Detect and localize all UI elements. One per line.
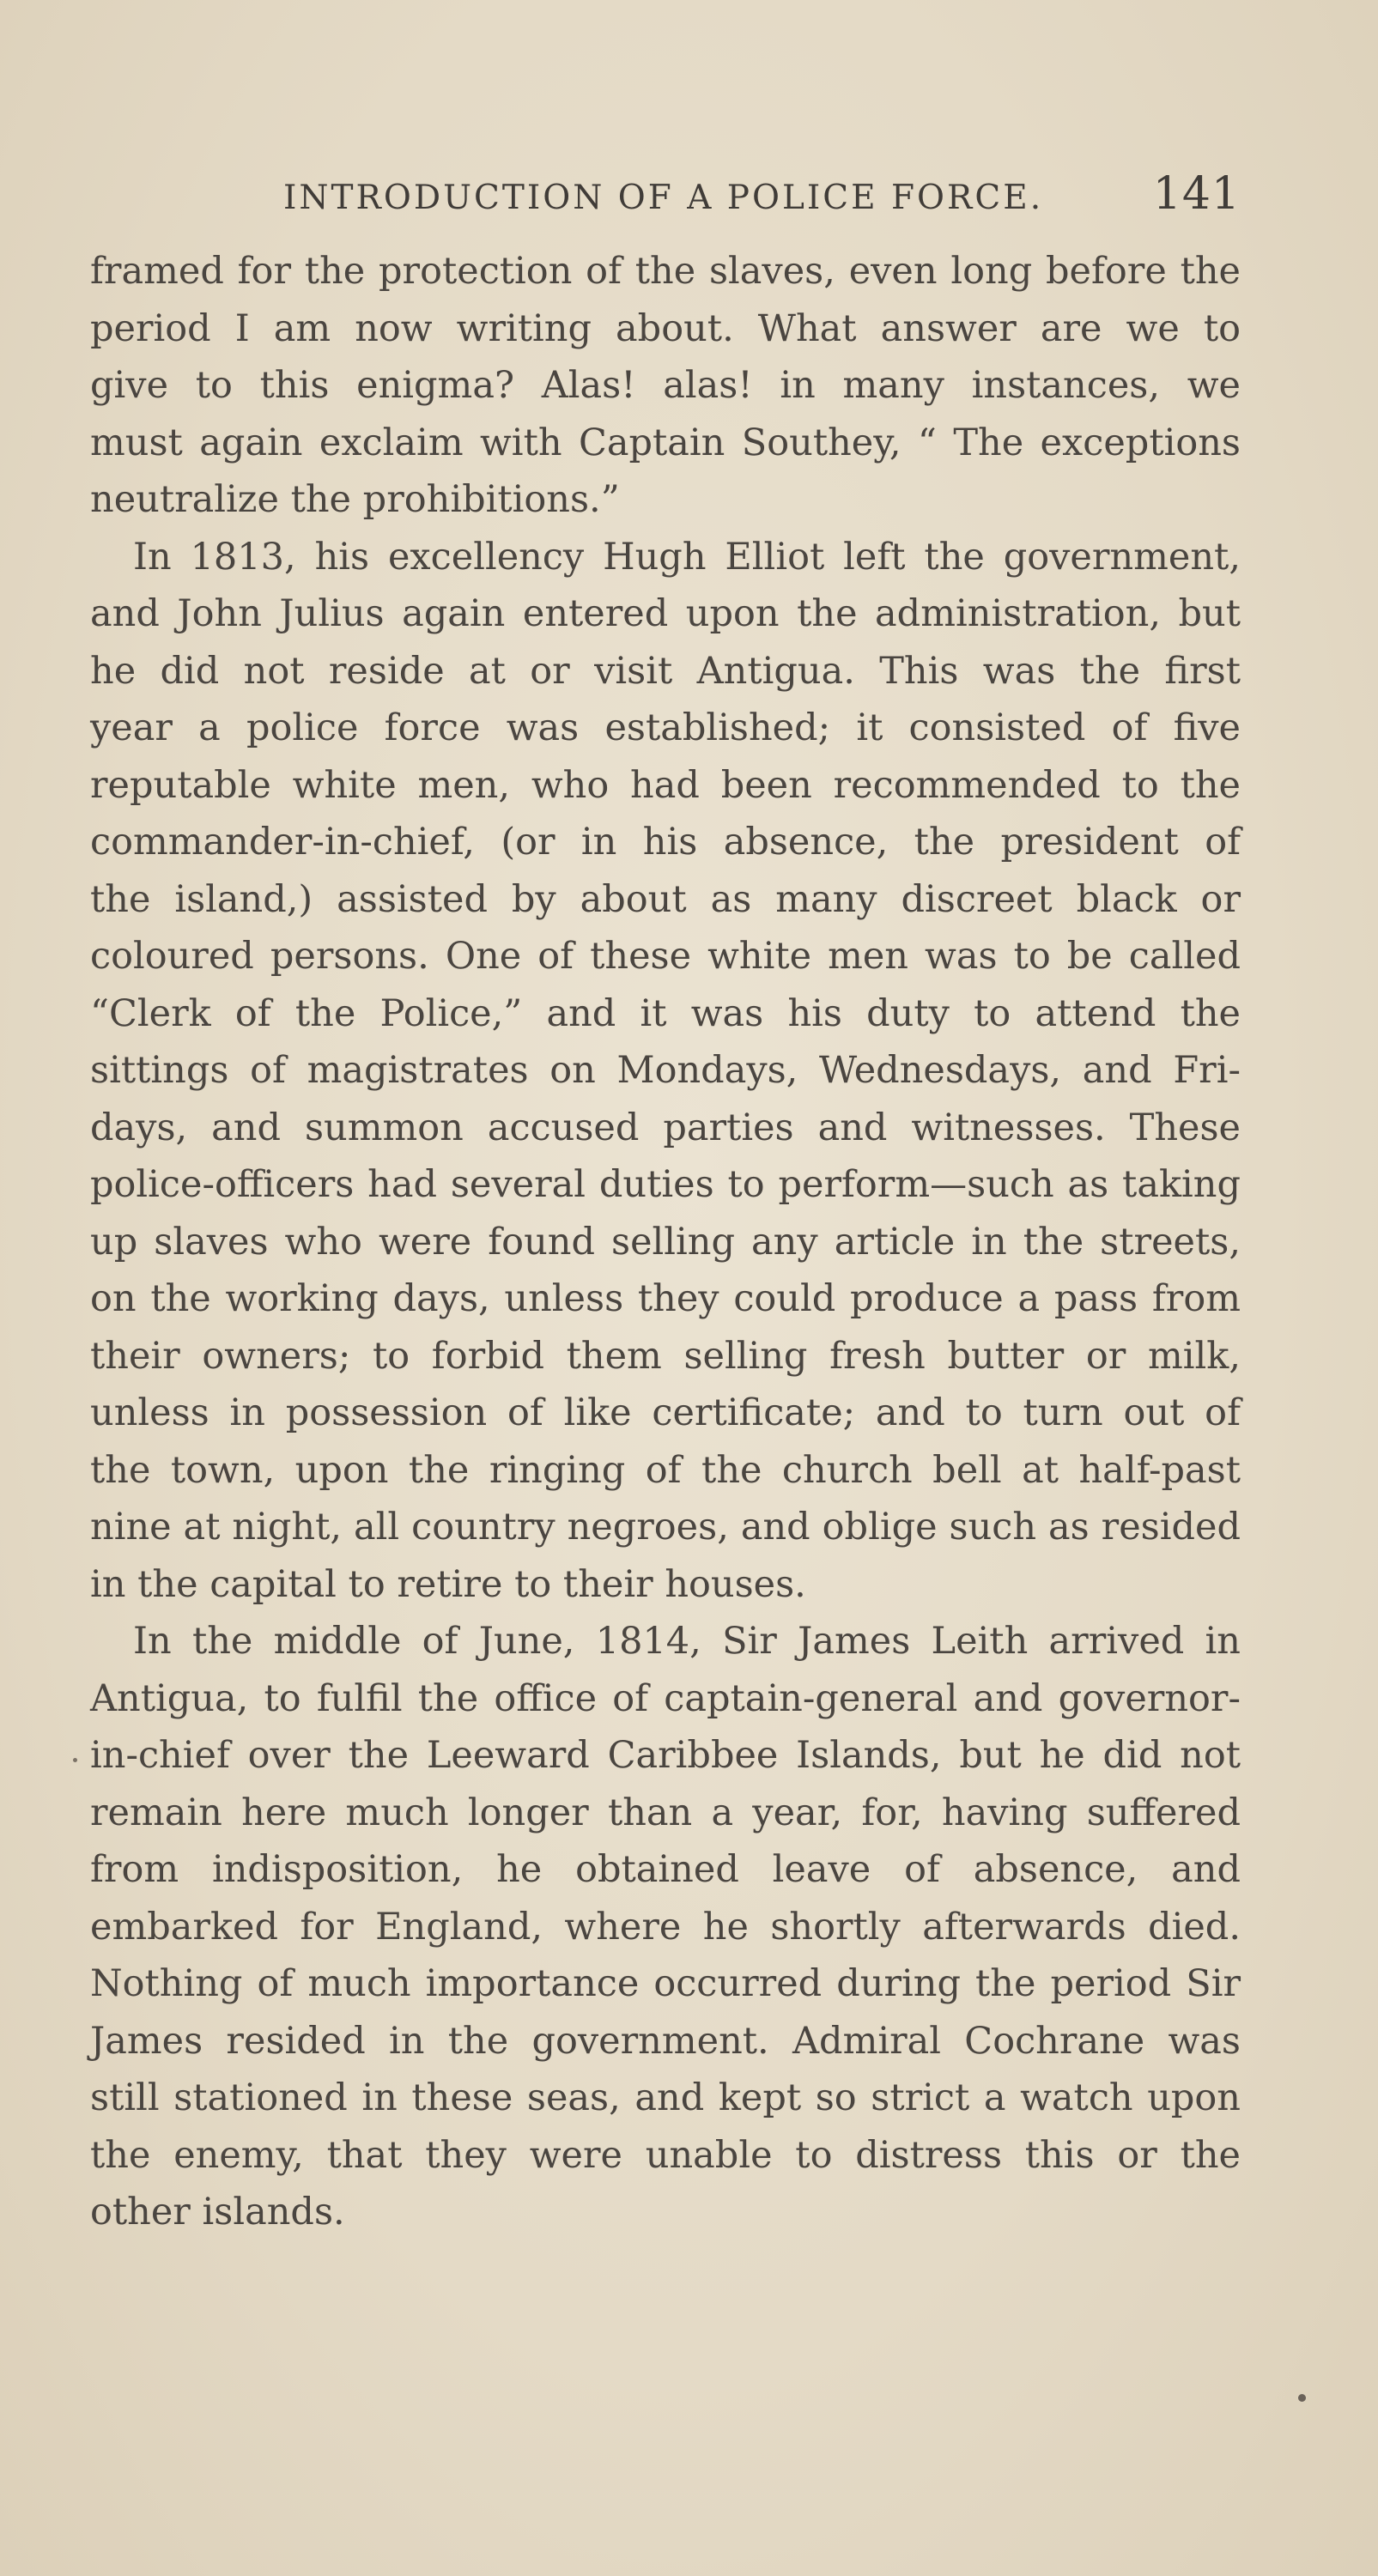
text-line: on the working days, unless they could produce a pass from [90, 1277, 1241, 1320]
body-text [90, 243, 1241, 2241]
text-line: in the capital to retire to their houses. [90, 1562, 806, 1606]
text-line: he did not reside at or visit Antigua. This was the first [90, 649, 1241, 693]
text-line: In the middle of June, 1814, Sir James Leith arrived in [133, 1620, 1241, 1663]
text-line: neutralize the prohibitions.” [90, 478, 620, 521]
text-line: from indisposition, he obtained leave of absence, and [90, 1848, 1241, 1891]
text-line: police-officers had several duties to perform—such as taking [90, 1163, 1241, 1206]
text-line: embarked for England, where he shortly afterwards died. [90, 1905, 1241, 1949]
text-line: must again exclaim with Captain Southey, “ The exceptions [90, 421, 1241, 464]
text-line: coloured persons. One of these white men was to be called [90, 935, 1241, 978]
text-line: period I am now writing about. What answer are we to [90, 306, 1241, 350]
paragraph [90, 1613, 1241, 2241]
ink-speck [73, 1758, 77, 1762]
page-number: 141 [1152, 168, 1241, 220]
text-line: days, and summon accused parties and witnesses. These [90, 1106, 1241, 1149]
text-line: James resided in the government. Admiral Cochrane was [90, 2019, 1241, 2063]
text-line: give to this enigma? Alas! alas! in many instances, we [90, 364, 1241, 407]
text-line: remain here much longer than a year, for, having suffered [90, 1791, 1241, 1834]
text-line: other islands. [90, 2191, 345, 2234]
text-line: framed for the protection of the slaves, even long before the [90, 250, 1241, 293]
text-line: Antigua, to fulfil the office of captain-general and governor- [90, 1676, 1241, 1720]
text-line: reputable white men, who had been recommended to the [90, 763, 1241, 807]
paragraph [90, 529, 1241, 1614]
text-line: the enemy, that they were unable to distress this or the [90, 2133, 1241, 2177]
running-head [283, 168, 1241, 220]
text-line: the town, upon the ringing of the church bell at half-past [90, 1448, 1241, 1492]
text-line: their owners; to forbid them selling fresh butter or milk, [90, 1334, 1241, 1378]
text-line: the island,) assisted by about as many discreet black or [90, 877, 1241, 921]
text-line: In 1813, his excellency Hugh Elliot left the government, [133, 535, 1241, 579]
text-line: still stationed in these seas, and kept so strict a watch upon [90, 2076, 1241, 2119]
text-line: commander-in-chief, (or in his absence, the president of [90, 821, 1241, 864]
text-line: sittings of magistrates on Mondays, Wednesdays, and Fri- [90, 1049, 1241, 1092]
paragraph [90, 243, 1241, 529]
text-line: year a police force was established; it consisted of five [90, 706, 1241, 749]
ink-speck [1298, 2394, 1306, 2402]
text-line: “Clerk of the Police,” and it was his duty to attend the [90, 991, 1241, 1035]
text-line: in-chief over the Leeward Caribbee Islands, but he did not [90, 1734, 1241, 1777]
text-line: Nothing of much importance occurred during the period Sir [90, 1962, 1241, 2005]
chapter-heading: INTRODUCTION OF A POLICE FORCE. [283, 179, 1044, 217]
text-line: nine at night, all country negroes, and oblige such as resided [90, 1506, 1241, 1549]
text-line: unless in possession of like certificate; and to turn out of [90, 1391, 1241, 1434]
text-line: and John Julius again entered upon the administration, but [90, 592, 1241, 635]
text-line: up slaves who were found selling any article in the streets, [90, 1220, 1241, 1264]
